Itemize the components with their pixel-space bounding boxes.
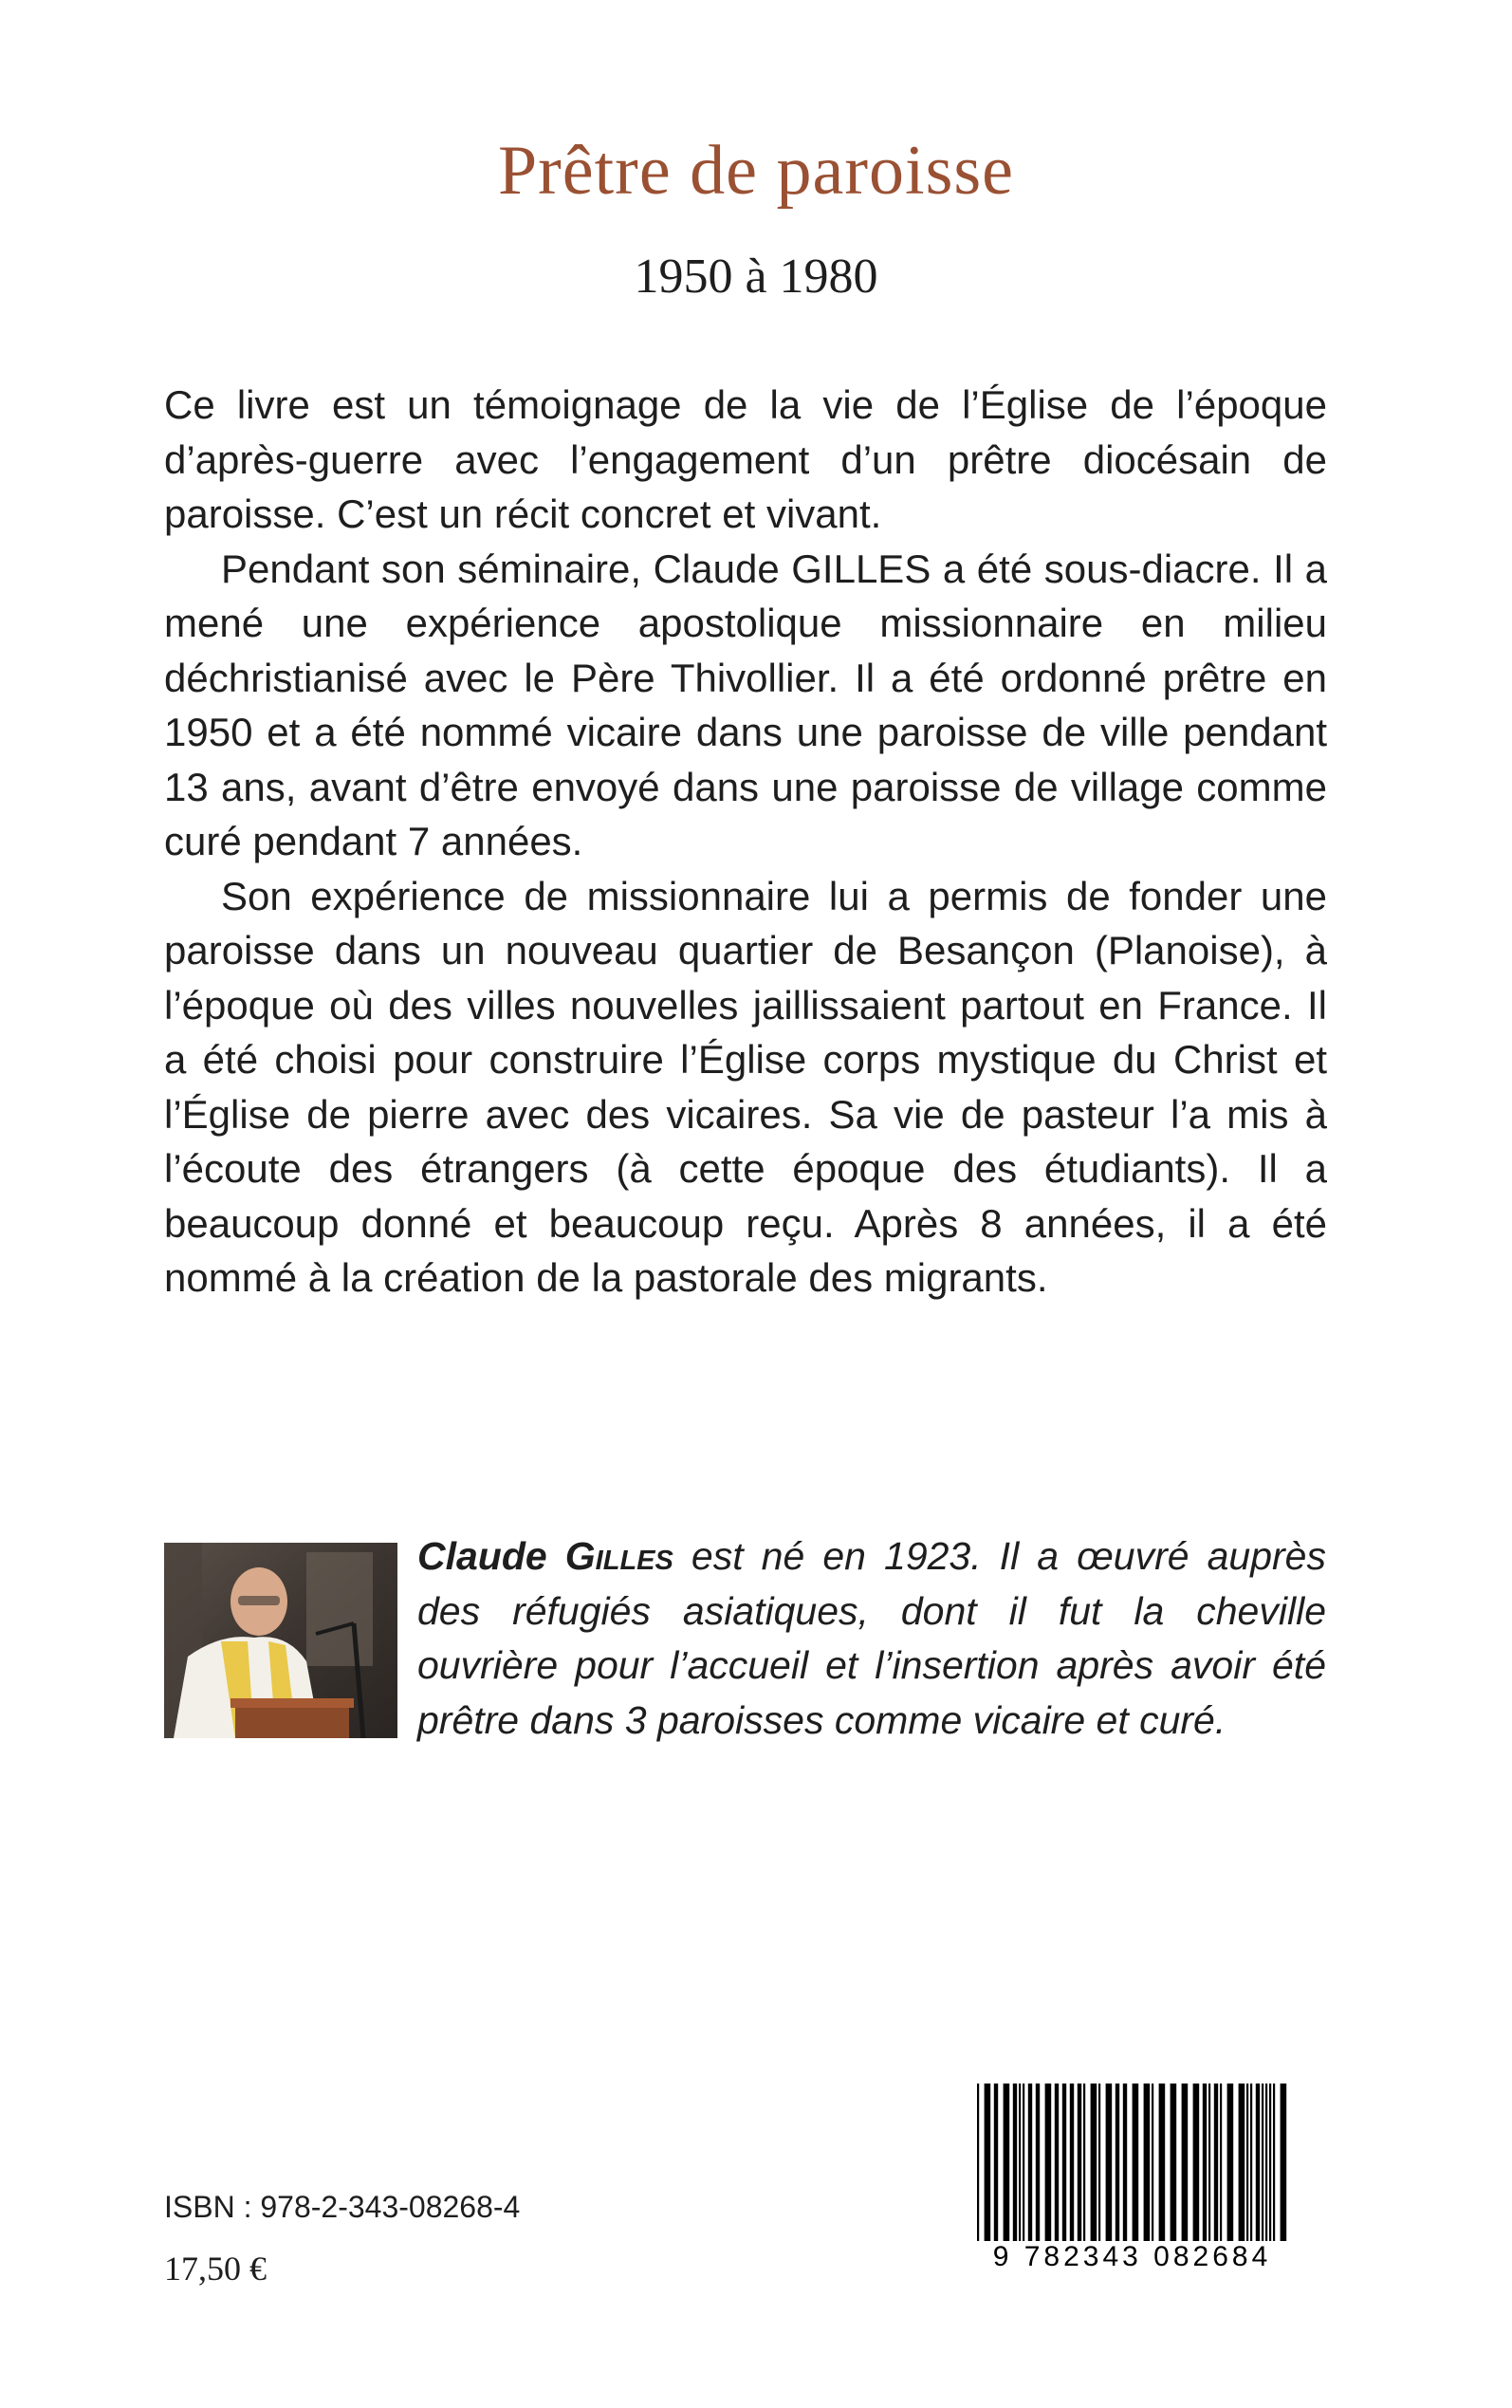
barcode-bar	[1004, 2084, 1010, 2241]
barcode-bar	[1246, 2084, 1248, 2241]
barcode-bar	[985, 2084, 991, 2241]
blurb-paragraph-1: Ce livre est un témoignage de la vie de l’Église de l’époque d’après-guerre avec l’engagement d’un prêtre diocésain de paroisse. C’est un récit concret et vivant.	[164, 382, 1327, 536]
blurb-paragraph-2: Pendant son séminaire, Claude GILLES a été sous-diacre. Il a mené une expérience apostolique missionnaire en milieu déchristianisé avec le Père Thivollier. Il a été ordonné prêtre en 1950 et a été nommé vicaire dans une paroisse de ville pendant 13 ans, avant d’être envoyé dans une paroisse de village comme curé pendant 7 années.	[164, 546, 1327, 863]
barcode-bar	[1265, 2084, 1267, 2241]
barcode-bar	[994, 2084, 998, 2241]
barcode-digits: 9 782343 082684	[969, 2241, 1295, 2273]
barcode-bar	[1256, 2084, 1260, 2241]
book-subtitle: 1950 à 1980	[634, 250, 878, 304]
barcode	[969, 2084, 1295, 2283]
barcode-bar	[1144, 2084, 1151, 2241]
barcode-bar	[1123, 2084, 1127, 2241]
barcode-bar	[1193, 2084, 1200, 2241]
barcode-bar	[1091, 2084, 1097, 2241]
barcode-bars	[969, 2084, 1295, 2245]
barcode-bar	[1055, 2084, 1059, 2241]
barcode-bar	[1220, 2084, 1222, 2241]
barcode-bar	[1250, 2084, 1252, 2241]
barcode-bar	[1152, 2084, 1153, 2241]
barcode-bar	[1203, 2084, 1207, 2241]
barcode-bar	[1182, 2084, 1189, 2241]
barcode-bar	[1281, 2084, 1287, 2241]
author-bio-text: est né en 1923. Il a œuvré auprès des réfugiés asiatiques, dont il fut la cheville ouvrière pour l’accueil et l’insertion après avoir été prêtre dans 3 paroisses comme vicaire et curé.	[417, 1534, 1326, 1742]
barcode-bar	[1019, 2084, 1021, 2241]
barcode-bar	[1070, 2084, 1074, 2241]
back-cover-blurb	[164, 378, 1327, 1306]
barcode-bar	[1133, 2084, 1139, 2241]
author-bio	[417, 1529, 1326, 1748]
barcode-bar	[1098, 2084, 1100, 2241]
barcode-bar	[1269, 2084, 1271, 2241]
barcode-bar	[1273, 2084, 1275, 2241]
barcode-bar	[1013, 2084, 1017, 2241]
blurb-paragraph-3: Son expérience de missionnaire lui a permis de fonder une paroisse dans un nouveau quartier de Besançon (Planoise), à l’époque où des villes nouvelles jaillissaient partout en France. Il a été choisi pour construire l’Église corps mystique du Christ et l’Église de pierre avec des vicaires. Sa vie de pasteur l’a mis à l’écoute des étrangers (à cette époque des étudiants). Il a beaucoup donné et beaucoup reçu. Après 8 années, il a été nommé à la création de la pastorale des migrants.	[164, 873, 1327, 1300]
author-first-name: Claude	[417, 1534, 547, 1578]
barcode-bar	[1028, 2084, 1032, 2241]
barcode-bar	[1262, 2084, 1263, 2241]
barcode-bar	[1159, 2084, 1166, 2241]
barcode-bar	[1214, 2084, 1218, 2241]
barcode-bar	[1062, 2084, 1066, 2241]
barcode-bar	[1208, 2084, 1210, 2241]
book-title: Prêtre de paroisse	[497, 132, 1015, 210]
barcode-bar	[1078, 2084, 1081, 2241]
barcode-bar	[1023, 2084, 1024, 2241]
barcode-bar	[1116, 2084, 1119, 2241]
price: 17,50 €	[164, 2250, 267, 2288]
barcode-bar	[977, 2084, 979, 2241]
barcode-bar	[1227, 2084, 1234, 2241]
author-photo	[164, 1543, 397, 1738]
barcode-bar	[1045, 2084, 1052, 2241]
barcode-bar	[1106, 2084, 1113, 2241]
author-last-name: Gilles	[564, 1534, 673, 1578]
barcode-bar	[1083, 2084, 1085, 2241]
barcode-bar	[1239, 2084, 1245, 2241]
isbn: ISBN : 978-2-343-08268-4	[164, 2190, 521, 2224]
barcode-bar	[1036, 2084, 1040, 2241]
barcode-bar	[1171, 2084, 1177, 2241]
